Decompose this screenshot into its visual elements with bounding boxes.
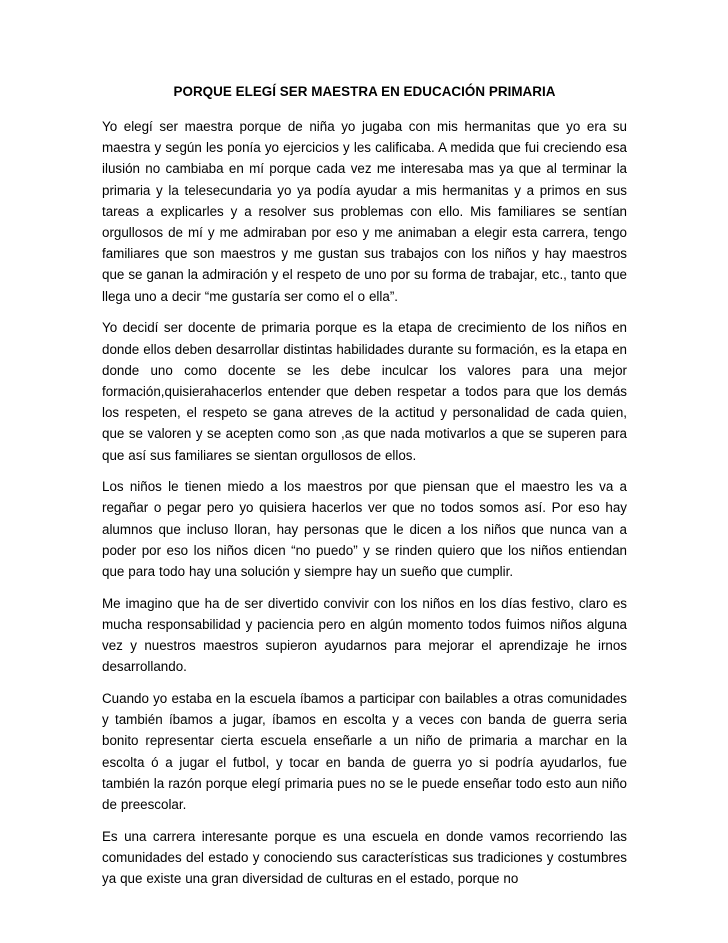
paragraph-1: Yo elegí ser maestra porque de niña yo jugaba con mis hermanitas que yo era su maestra y según les ponía yo ejercicios y les calificaba. A medida que fui creciendo esa ilusión no cambiaba en mí porque cada vez me interesaba mas ya que al terminar la primaria y la telesecundaria yo ya podía ayudar a mis hermanitas y a primos en sus tareas a explicarles y a resolver sus problemas con ello. Mis familiares se sentían orgullosos de mí y me admiraban por eso y me animaban a elegir esta carrera, tengo familiares que son maestros y me gustan sus trabajos con los niños y hay maestros que se ganan la admiración y el respeto de uno por su forma de trabajar, etc., tanto que llega uno a decir “me gustaría ser como el o ella”. bbox=[102, 119, 627, 304]
paragraph-4: Me imagino que ha de ser divertido convivir con los niños en los días festivo, claro es mucha responsabilidad y paciencia pero en algún momento todos fuimos niños alguna vez y nuestros maestros supieron ayudarnos para mejorar el aprendizaje he irnos desarrollando. bbox=[102, 595, 627, 675]
document-page bbox=[102, 82, 627, 900]
document-title: PORQUE ELEGÍ SER MAESTRA EN EDUCACIÓN PRIMARIA bbox=[173, 84, 556, 99]
paragraph-2: Yo decidí ser docente de primaria porque es la etapa de crecimiento de los niños en donde ellos deben desarrollar distintas habilidades durante su formación, es la etapa en donde uno como docente se les debe inculcar los valores para una mejor formación,quisierahacerlos entender que deben respetar a todos para que los demás los respeten, el respeto se gana atreves de la actitud y personalidad de cada quien, que se valoren y se acepten como son ,as que nada motivarlos a que se superen para que así sus familiares se sientan orgullosos de ellos. bbox=[102, 320, 627, 463]
paragraph-3: Los niños le tienen miedo a los maestros por que piensan que el maestro les va a regañar o pegar pero yo quisiera hacerlos ver que no todos somos así. Por eso hay alumnos que incluso lloran, hay personas que le dicen a los niños que nunca van a poder por eso los niños dicen “no puedo” y se rinden quiero que los niños entiendan que para todo hay una solución y siempre hay un sueño que cumplir. bbox=[102, 479, 627, 580]
paragraph-5: Cuando yo estaba en la escuela íbamos a participar con bailables a otras comunidades y también íbamos a jugar, íbamos en escolta y a veces con banda de guerra seria bonito representar cierta escuela enseñarle a un niño de primaria a marchar en la escolta ó a jugar el futbol, y tocar en banda de guerra yo si podría ayudarlos, fue también la razón porque elegí primaria pues no se le puede enseñar todo esto aun niño de preescolar. bbox=[102, 691, 627, 813]
paragraph-6: Es una carrera interesante porque es una escuela en donde vamos recorriendo las comunidades del estado y conociendo sus características sus tradiciones y costumbres ya que existe una gran diversidad de culturas en el estado, porque no bbox=[102, 828, 627, 887]
